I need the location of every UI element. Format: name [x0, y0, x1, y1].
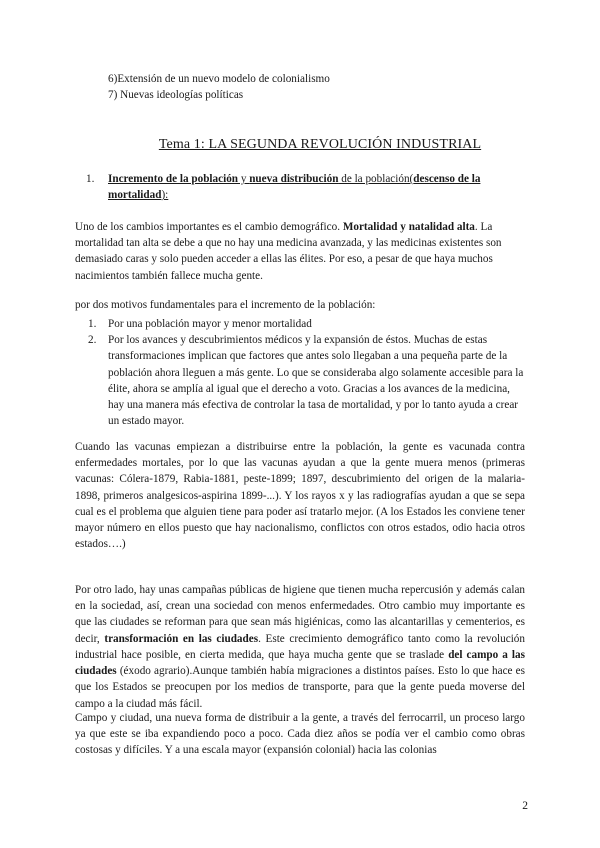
plain-phrase: y [238, 173, 250, 185]
paragraph-vaccines: Cuando las vacunas empiezan a distribuirse entre la población, la gente es vacunada contra enfermedades mortales, por lo que las vacunas ayudan a que la gente muera menos (primeras vacunas: Cólera-1879, Rabia-1881, peste-1899; 1897, descubrimiento del origen de la malaria-1898, primeros analgesicos-aspirina 1899-...). Y los rayos x y las radiografías ayudan a que se sepa cual es el problema que alguien tiene para poder así tratarlo mejor. (A los Estados les conviene tener mayor número en ellos puesto que hay nacionalismo, conflictos con otros estados, odio hacia otros estados….) [75, 441, 525, 551]
bold-phrase: Mortalidad y natalidad alta [342, 221, 475, 233]
text-run: (éxodo agrario).Aunque también había migraciones a distintos países. Esto lo que hace es que los Estados se preocupen por los medios de transporte, para que la gente pueda moverse del campo a la ciudad más fácil. [75, 665, 525, 710]
page-title [0, 135, 600, 155]
paragraph-two-reasons: por dos motivos fundamentales para el incremento de la población: [75, 299, 376, 311]
list-number: 2. [88, 334, 97, 347]
list-item [88, 316, 528, 332]
list-text: Por una población mayor y menor mortalidad [108, 318, 312, 330]
text-run: . Este crecimiento demográfico tanto como la revolución industrial hace posible, en cierta medida, que haya mucha gente que se traslade [75, 632, 525, 661]
plain-phrase: ): [161, 189, 169, 202]
continued-list [108, 71, 528, 103]
list-item: 7) Nuevas ideologías políticas [108, 89, 244, 102]
list-text: Por los avances y descubrimientos médicos y la expansión de éstos. Muchas de estas transformaciones implican que factores que antes solo llegaban a una pequeña parte de la población ahora lleguen a más gente. Lo que se consideraba algo solamente accesible para la élite, ahora se amplía al igual que el derecho a voto. Gracias a los avances de la medicina, hay una manera más efectiva de controlar la tasa de mortalidad, y por lo tanto ayuda a crear un estado mayor. [108, 334, 524, 428]
page-number: 2 [522, 800, 528, 812]
plain-phrase: de la población( [338, 173, 414, 185]
text-run: Por otro lado, hay unas campañas públicas de higiene que tienen mucha repercusión y además calan en la sociedad, así, crean una sociedad con menos enfermedades. Otro cambio muy importante es que las ciudades se reforman para que sean más higiénicas, como las alcantarillas y cementerios, es decir, [75, 584, 525, 645]
list-number: 1. [88, 318, 97, 330]
bold-phrase: nueva distribución [249, 173, 339, 185]
reasons-list [88, 316, 528, 430]
section-title [108, 173, 480, 201]
paragraph-countryside-city: Campo y ciudad, una nueva forma de distribuir a la gente, a través del ferrocarril, un proceso largo ya que este se iba expandiendo poco a poco. Cada diez años se podía ver el cambio como obras costosas y difíciles. Y a una escala mayor (expansión colonial) hacia las colonias [75, 712, 525, 757]
title-text: Tema 1: LA SEGUNDA REVOLUCIÓN INDUSTRIAL [158, 137, 482, 152]
section-heading [86, 171, 516, 203]
bold-phrase: del campo a las ciudades [75, 648, 525, 678]
bold-phrase: descenso de la mortalidad [108, 173, 481, 202]
list-item: 6)Extensión de un nuevo modelo de colonialismo [108, 73, 330, 85]
text-run: Uno de los cambios importantes es el cambio demográfico. [75, 221, 343, 233]
paragraph-hygiene [75, 582, 525, 712]
bold-phrase: Incremento de la población [108, 173, 239, 185]
text-run: . La mortalidad tan alta se debe a que no hay una medicina avanzada, y las medicinas existentes son demasiado caras y solo pueden acceder a ellas las élites. Por eso, a pesar de que haya muchos nacimientos también fallece mucha gente. [75, 221, 502, 282]
paragraph-demographic-change [75, 219, 525, 284]
bold-phrase: transformación en las ciudades [104, 632, 259, 645]
section-number: 1. [86, 173, 95, 185]
list-item [88, 332, 528, 429]
